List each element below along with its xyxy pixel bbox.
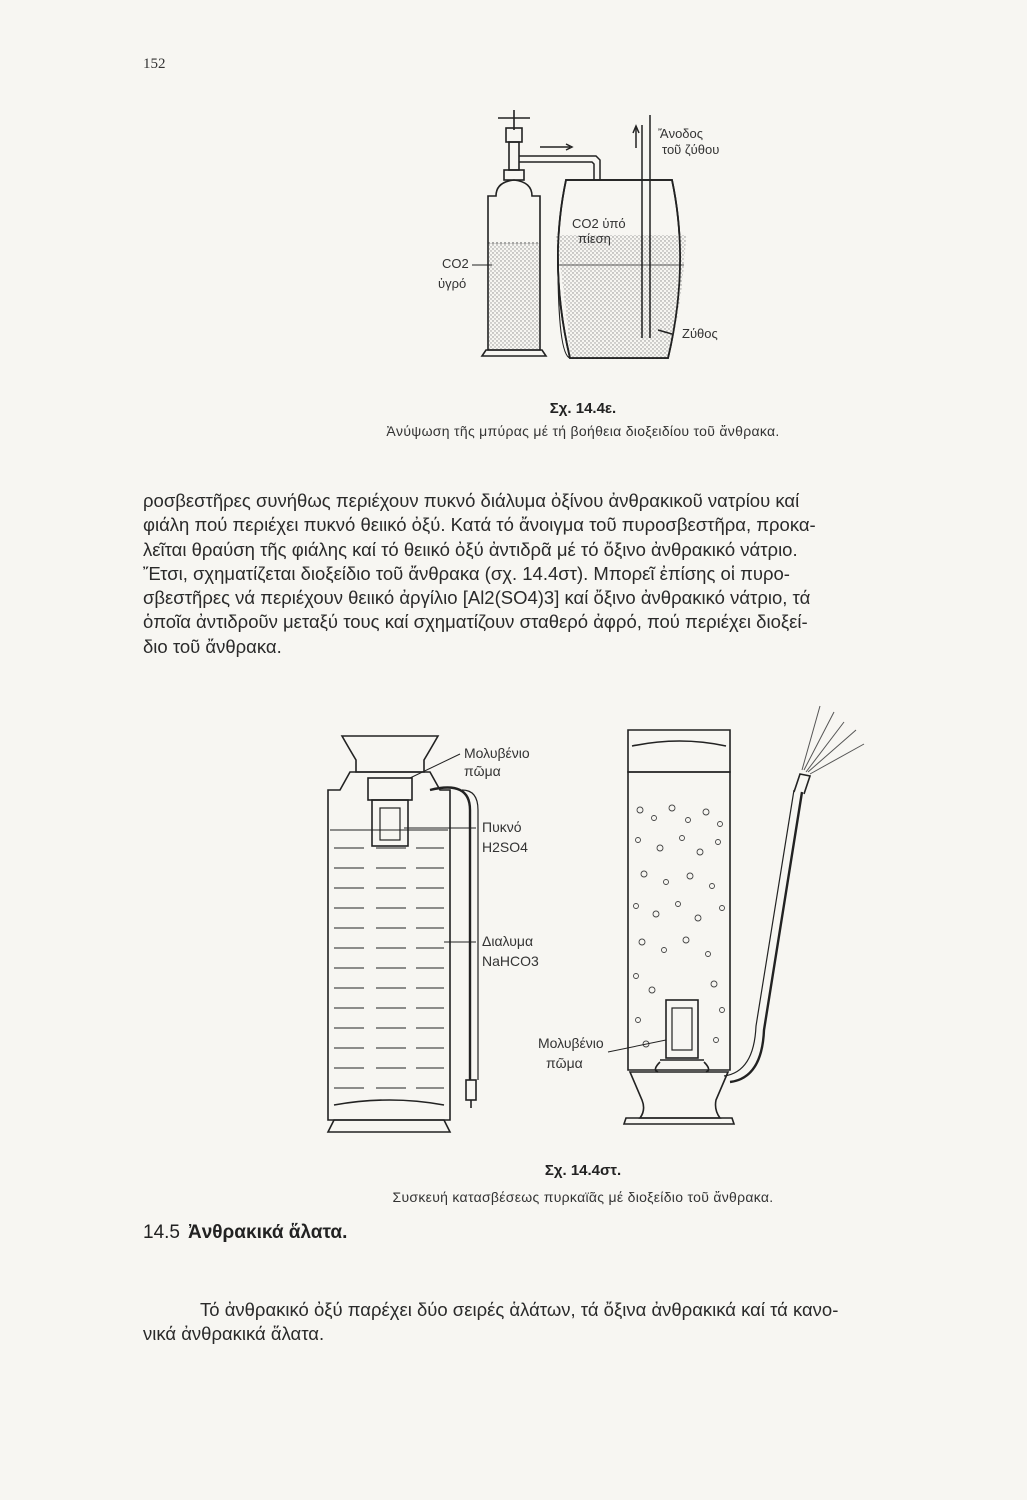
extinguisher-operating [624, 730, 810, 1124]
figure1-caption-number: Σχ. 14.4ε. [549, 400, 617, 417]
figure-fire-extinguisher-diagram [320, 700, 880, 1150]
section-title: Ἀνθρακικά ἅλατα. [187, 1222, 348, 1243]
section-heading [143, 1222, 347, 1244]
text-line: φιάλη πού περιέχει πυκνό θειικό ὀξύ. Κατά τό ἄνοιγμα τοῦ πυροσβεστῆρα, προκα- [143, 514, 816, 536]
text-line: ὁποῖα ἀντιδροῦν μεταξύ τους καί σχηματίζουν σταθερό ἀφρό, πού περιέχει διοξεί- [143, 611, 808, 633]
text-line: Τό ἀνθρακικό ὀξύ παρέχει δύο σειρές ἁλάτων, τά ὄξινα ἀνθρακικά καί τά κανο- [200, 1299, 839, 1320]
label-liquid: ὑγρό [438, 276, 467, 291]
text-line: λεῖται θραύση τῆς φιάλης καί τό θειικό ὀξύ ἀντιδρᾶ μέ τό ὄξινο ἀνθρακικό νάτριο. [143, 538, 798, 560]
label-cap: πῶμα [464, 763, 501, 779]
body-paragraph-1 [143, 489, 988, 659]
text-line: ροσβεστῆρες συνήθως περιέχουν πυκνό διάλυμα ὀξίνου ἀνθρακικοῦ νατρίου καί [143, 490, 800, 511]
label-h2so4: H2SO4 [482, 839, 528, 855]
figure1-caption-text: Ἀνύψωση τῆς μπύρας μέ τή βοήθεια διοξειδίου τοῦ ἄνθρακα. [386, 423, 780, 439]
beer-barrel [556, 180, 686, 358]
label-beer-rise: Ἄνοδος [658, 126, 704, 141]
extinguisher-closed [328, 736, 478, 1132]
text-line: Ἔτσι, σχηματίζεται διοξείδιο τοῦ ἄνθρακα (σχ. 14.4στ). Μπορεῖ ἐπίσης οἱ πυρο- [143, 562, 790, 584]
label-lead-cap: Μολυβένιο [464, 745, 530, 761]
label-beer: Ζύθος [682, 326, 718, 341]
label-cap-2: πῶμα [546, 1055, 583, 1071]
label-pressure: πίεση [578, 231, 611, 246]
spray-jet [802, 706, 864, 774]
text-line: διο τοῦ ἄνθρακα. [143, 635, 282, 657]
label-solution: Διαλυμα [482, 933, 534, 949]
foam-bubbles [634, 805, 725, 1047]
figure-beer-co2-diagram [400, 100, 760, 370]
label-nahco3: NaHCO3 [482, 953, 539, 969]
text-line: σβεστῆρες νά περιέχουν θειικό ἀργίλιο [Al2(SO4)3] καί ὄξινο ἀνθρακικό νάτριο, τά [143, 587, 811, 609]
text-line: νικά ἀνθρακικά ἅλατα. [143, 1323, 325, 1345]
co2-cylinder [482, 110, 546, 356]
label-of-beer: τοῦ ζύθου [662, 142, 720, 157]
label-co2-pressure: CO2 ὑπό [572, 216, 626, 231]
body-paragraph-2 [143, 1298, 990, 1347]
label-lead-cap-2: Μολυβένιο [538, 1035, 604, 1051]
page-number: 152 [143, 56, 166, 72]
label-co2-liquid: CO2 [442, 256, 469, 271]
figure2-caption-number: Σχ. 14.4στ. [544, 1162, 622, 1179]
section-number: 14.5 [143, 1222, 180, 1243]
figure2-caption-text: Συσκευή κατασβέσεως πυρκαϊᾶς μέ διοξείδιο τοῦ ἄνθρακα. [392, 1189, 774, 1205]
label-concentrated: Πυκνό [482, 819, 522, 835]
